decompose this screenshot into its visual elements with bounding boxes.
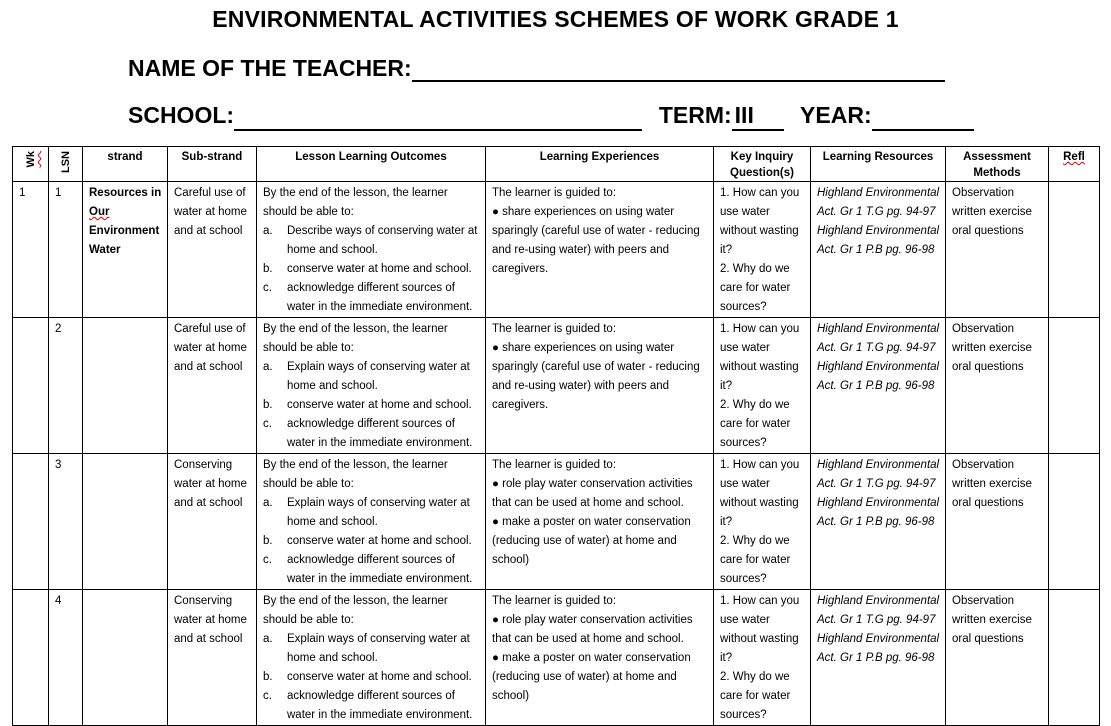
year-label: YEAR: (800, 102, 872, 128)
cell-wk: 1 (13, 182, 49, 318)
cell-lsn: 3 (49, 454, 83, 590)
resource-item: Highland Environmental Act. Gr 1 P.B pg. 96-98 (817, 361, 940, 392)
cell-experiences: The learner is guided to: ● share experiences on using water sparingly (careful use of water - reducing and re-using water) with peers and caregivers. (486, 182, 714, 318)
outcome-marker: c. (263, 690, 272, 702)
outcome-marker: c. (263, 554, 272, 566)
resource-item: Highland Environmental Act. Gr 1 P.B pg. 96-98 (817, 497, 940, 528)
assessment-method: written exercise (952, 342, 1032, 354)
table-row (13, 590, 1100, 726)
outcome-marker: c. (263, 282, 272, 294)
cell-resources (811, 318, 946, 454)
cell-reflection (1049, 182, 1100, 318)
header-strand: strand (83, 147, 168, 182)
term-label: TERM: (658, 102, 732, 128)
cell-resources (811, 590, 946, 726)
outcome-item (263, 358, 480, 396)
table-header-row (13, 147, 1100, 182)
header-wk: Wk (13, 147, 49, 182)
cell-wk (13, 318, 49, 454)
outcome-item (263, 551, 480, 589)
outcome-item (263, 279, 480, 317)
experience-item: ● share experiences on using water sparingly (careful use of water - reducing and re-using water) with peers and caregivers. (492, 342, 700, 411)
outcome-item (263, 260, 480, 279)
teacher-blank (412, 58, 945, 82)
outcome-text: conserve water at home and school. (287, 263, 472, 275)
outcome-marker: b. (263, 263, 273, 275)
cell-experiences: The learner is guided to: ● role play water conservation activities that can be used at home and school. ● make a poster on water conservation (reducing use of water) at home and school) (486, 590, 714, 726)
cell-wk (13, 454, 49, 590)
assessment-method: written exercise (952, 478, 1032, 490)
assessment-method: oral questions (952, 225, 1024, 237)
outcome-marker: a. (263, 633, 273, 645)
experience-item: ● role play water conservation activities that can be used at home and school. (492, 478, 693, 509)
inquiry-question: 2. Why do we care for water sources? (720, 671, 791, 721)
assessment-method: Observation (952, 459, 1015, 471)
header-experiences: Learning Experiences (486, 147, 714, 182)
cell-assessment (946, 182, 1049, 318)
outcome-text: conserve water at home and school. (287, 671, 472, 683)
outcome-item (263, 630, 480, 668)
outcome-text: conserve water at home and school. (287, 399, 472, 411)
cell-reflection (1049, 590, 1100, 726)
resource-item: Highland Environmental Act. Gr 1 T.G pg. 94-97 (817, 459, 940, 490)
school-blank (234, 107, 642, 131)
assessment-method: written exercise (952, 206, 1032, 218)
outcome-marker: b. (263, 535, 273, 547)
outcome-text: Explain ways of conserving water at home and school. (287, 361, 470, 392)
inquiry-question: 1. How can you use water without wasting it? (720, 187, 800, 256)
header-assessment: Assessment Methods (946, 147, 1049, 182)
strand-line: Resources in (89, 187, 162, 199)
cell-experiences: The learner is guided to: ● role play water conservation activities that can be used at home and school. ● make a poster on water conservation (reducing use of water) at home and school) (486, 454, 714, 590)
header-lsn: LSN (49, 147, 83, 182)
cell-outcomes: By the end of the lesson, the learner should be able to: a. Explain ways of conserving water at home and school. b. conserve water at home and school. c. acknowledge different sources of water in the immediate environment. (257, 590, 486, 726)
header-resources: Learning Resources (811, 147, 946, 182)
year-blank (872, 107, 974, 131)
cell-substrand: Careful use of water at home and at school (168, 182, 257, 318)
cell-questions (714, 182, 811, 318)
strand-line: Our (89, 206, 110, 218)
cell-substrand: Conserving water at home and at school (168, 590, 257, 726)
cell-assessment (946, 590, 1049, 726)
table-row (13, 318, 1100, 454)
cell-reflection (1049, 318, 1100, 454)
cell-lsn: 2 (49, 318, 83, 454)
cell-substrand: Careful use of water at home and at school (168, 318, 257, 454)
cell-substrand: Conserving water at home and at school (168, 454, 257, 590)
outcome-text: conserve water at home and school. (287, 535, 472, 547)
resource-item: Highland Environmental Act. Gr 1 T.G pg. 94-97 (817, 595, 940, 626)
outcome-text: acknowledge different sources of water in the immediate environment. (287, 282, 473, 313)
table-row (13, 454, 1100, 590)
outcome-text: acknowledge different sources of water in the immediate environment. (287, 418, 473, 449)
cell-questions (714, 318, 811, 454)
outcome-text: Explain ways of conserving water at home and school. (287, 633, 470, 664)
outcome-item (263, 494, 480, 532)
outcome-item (263, 687, 480, 725)
outcome-marker: b. (263, 671, 273, 683)
resource-item: Highland Environmental Act. Gr 1 P.B pg. 96-98 (817, 633, 940, 664)
cell-assessment (946, 318, 1049, 454)
outcome-marker: a. (263, 361, 273, 373)
outcome-text: acknowledge different sources of water in the immediate environment. (287, 690, 473, 721)
term-value: III (732, 102, 784, 131)
header-outcomes: Lesson Learning Outcomes (257, 147, 486, 182)
scheme-table (12, 146, 1100, 726)
outcome-marker: a. (263, 225, 273, 237)
outcome-marker: a. (263, 497, 273, 509)
cell-strand (83, 454, 168, 590)
assessment-method: Observation (952, 323, 1015, 335)
experience-item: ● make a poster on water conservation (reducing use of water) at home and school) (492, 652, 691, 702)
outcome-item (263, 415, 480, 453)
assessment-method: Observation (952, 187, 1015, 199)
cell-strand (83, 182, 168, 318)
outcome-item (263, 396, 480, 415)
outcome-item (263, 532, 480, 551)
assessment-method: oral questions (952, 633, 1024, 645)
header-reflection: Refl (1049, 147, 1100, 182)
inquiry-question: 2. Why do we care for water sources? (720, 535, 791, 585)
outcome-item (263, 668, 480, 687)
strand-line: Water (89, 244, 121, 256)
strand-line: Environment (89, 225, 160, 237)
cell-lsn: 4 (49, 590, 83, 726)
teacher-label: NAME OF THE TEACHER: (128, 55, 412, 81)
assessment-method: written exercise (952, 614, 1032, 626)
cell-questions (714, 590, 811, 726)
cell-questions (714, 454, 811, 590)
cell-resources (811, 182, 946, 318)
experience-item: ● make a poster on water conservation (reducing use of water) at home and school) (492, 516, 691, 566)
school-label: SCHOOL: (128, 102, 235, 128)
cell-strand (83, 318, 168, 454)
assessment-method: oral questions (952, 497, 1024, 509)
cell-resources (811, 454, 946, 590)
page-title: ENVIRONMENTAL ACTIVITIES SCHEMES OF WORK GRADE 1 (212, 6, 899, 32)
cell-outcomes: By the end of the lesson, the learner should be able to: a. Explain ways of conserving water at home and school. b. conserve water at home and school. c. acknowledge different sources of water in the immediate environment. (257, 318, 486, 454)
header-questions: Key Inquiry Question(s) (714, 147, 811, 182)
experience-item: ● role play water conservation activities that can be used at home and school. (492, 614, 693, 645)
inquiry-question: 2. Why do we care for water sources? (720, 399, 791, 449)
outcome-marker: c. (263, 418, 272, 430)
inquiry-question: 1. How can you use water without wasting it? (720, 459, 800, 528)
cell-experiences: The learner is guided to: ● share experiences on using water sparingly (careful use of water - reducing and re-using water) with peers and caregivers. (486, 318, 714, 454)
header-substrand: Sub-strand (168, 147, 257, 182)
outcome-text: Describe ways of conserving water at home and school. (287, 225, 478, 256)
outcome-item (263, 222, 480, 260)
resource-item: Highland Environmental Act. Gr 1 T.G pg. 94-97 (817, 187, 940, 218)
outcome-text: acknowledge different sources of water in the immediate environment. (287, 554, 473, 585)
outcome-text: Explain ways of conserving water at home and school. (287, 497, 470, 528)
cell-outcomes: By the end of the lesson, the learner should be able to: a. Describe ways of conserving water at home and school. b. conserve water at home and school. c. acknowledge different sources of water in the immediate environment. (257, 182, 486, 318)
cell-lsn: 1 (49, 182, 83, 318)
inquiry-question: 2. Why do we care for water sources? (720, 263, 791, 313)
resource-item: Highland Environmental Act. Gr 1 P.B pg. 96-98 (817, 225, 940, 256)
resource-item: Highland Environmental Act. Gr 1 T.G pg. 94-97 (817, 323, 940, 354)
cell-strand (83, 590, 168, 726)
experience-item: ● share experiences on using water sparingly (careful use of water - reducing and re-using water) with peers and caregivers. (492, 206, 700, 275)
inquiry-question: 1. How can you use water without wasting it? (720, 323, 800, 392)
cell-reflection (1049, 454, 1100, 590)
assessment-method: oral questions (952, 361, 1024, 373)
cell-outcomes: By the end of the lesson, the learner should be able to: a. Explain ways of conserving water at home and school. b. conserve water at home and school. c. acknowledge different sources of water in the immediate environment. (257, 454, 486, 590)
assessment-method: Observation (952, 595, 1015, 607)
cell-wk (13, 590, 49, 726)
teacher-line (128, 55, 945, 82)
inquiry-question: 1. How can you use water without wasting it? (720, 595, 800, 664)
table-row (13, 182, 1100, 318)
outcome-marker: b. (263, 399, 273, 411)
school-term-year-line (128, 102, 974, 131)
cell-assessment (946, 454, 1049, 590)
